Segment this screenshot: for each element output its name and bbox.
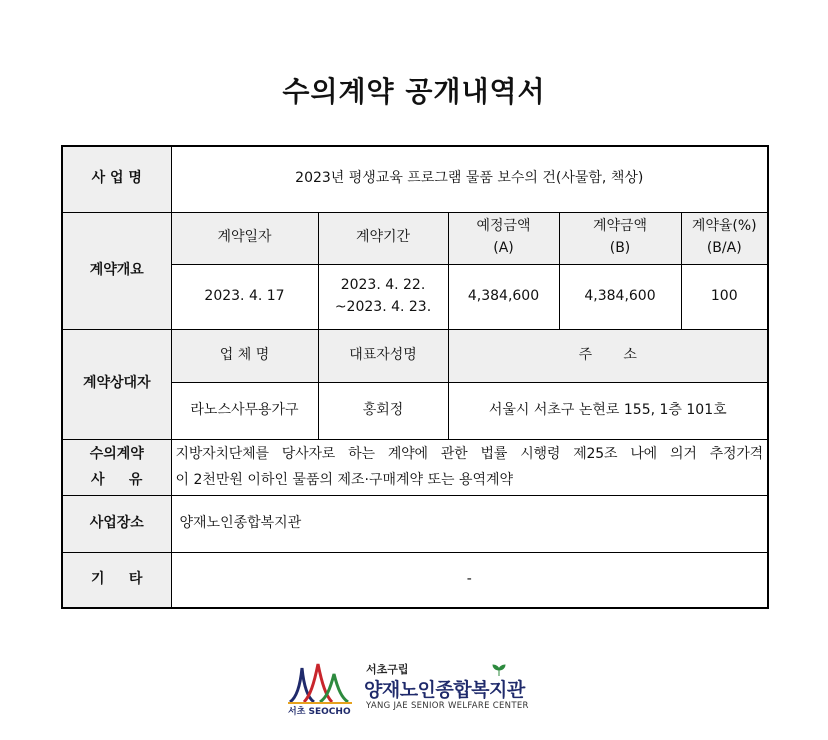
welfare-center-logo [286,658,546,718]
location-row [62,495,768,552]
contract-summary-label: 계약개요 [62,212,171,329]
contract-ratio-header-line1: 계약율(%) [691,218,757,235]
logo-english-text: YANG JAE SENIOR WELFARE CENTER [366,701,529,711]
contract-ratio-header [681,212,768,264]
reason-row [62,439,768,495]
contract-amount-header-line1: 계약금액 [592,218,648,235]
estimated-amount-header-line1: 예정금액 [476,218,531,235]
etc-value: - [171,552,768,608]
contract-period-end: ~2023. 4. 23. [334,298,432,315]
contract-period-value [318,264,448,329]
contract-ratio-value: 100 [681,264,768,329]
contract-period-start: 2023. 4. 22. [340,276,426,293]
address-header: 주 소 [448,329,768,382]
contract-amount-value: 4,384,600 [559,264,681,329]
contract-date-header: 계약일자 [171,212,318,264]
reason-line2: 이 2천만원 이하인 물품의 제조·구매계약 또는 용역계약 [175,472,514,488]
contract-disclosure-table [61,145,769,609]
contract-summary-header-row [62,212,768,264]
address-value: 서울시 서초구 논현로 155, 1층 101호 [448,382,768,439]
project-name-value: 2023년 평생교육 프로그램 물품 보수의 건(사물함, 책상) [171,146,768,212]
estimated-amount-header-line2: (A) [493,240,514,256]
page-title: 수의계약 공개내역서 [282,75,546,108]
reason-line1: 지방자치단체를 당사자로 하는 계약에 관한 법률 시행령 제25조 나에 의거 추정가격 [175,446,763,462]
contract-period-header: 계약기간 [318,212,448,264]
company-name-value: 라노스사무용가구 [171,382,318,439]
contract-amount-header-line2: (B) [609,240,631,256]
logo-name-text: 양재노인종합복지관 [364,679,525,701]
logo-mark-icon [286,658,360,706]
location-value: 양재노인종합복지관 [171,495,768,552]
estimated-amount-header [448,212,559,264]
representative-header: 대표자성명 [318,329,448,382]
contract-amount-header [559,212,681,264]
reason-label-line2: 사 유 [91,472,143,488]
reason-label-line1: 수의계약 [89,446,144,462]
logo-seocho-text: 서초 SEOCHO [288,707,351,717]
counterparty-header-row [62,329,768,382]
leaf-icon [492,664,506,676]
location-label: 사업장소 [62,495,171,552]
etc-label: 기 타 [62,552,171,608]
representative-value: 홍회정 [318,382,448,439]
contract-ratio-header-line2: (B/A) [706,240,742,256]
reason-label [62,439,171,495]
project-name-label: 사 업 명 [62,146,171,212]
estimated-amount-value: 4,384,600 [448,264,559,329]
project-name-row [62,146,768,212]
counterparty-label: 계약상대자 [62,329,171,439]
company-name-header: 업 체 명 [171,329,318,382]
etc-row [62,552,768,608]
logo-small-text: 서초구립 [366,663,409,676]
reason-value [171,439,768,495]
contract-date-value: 2023. 4. 17 [171,264,318,329]
